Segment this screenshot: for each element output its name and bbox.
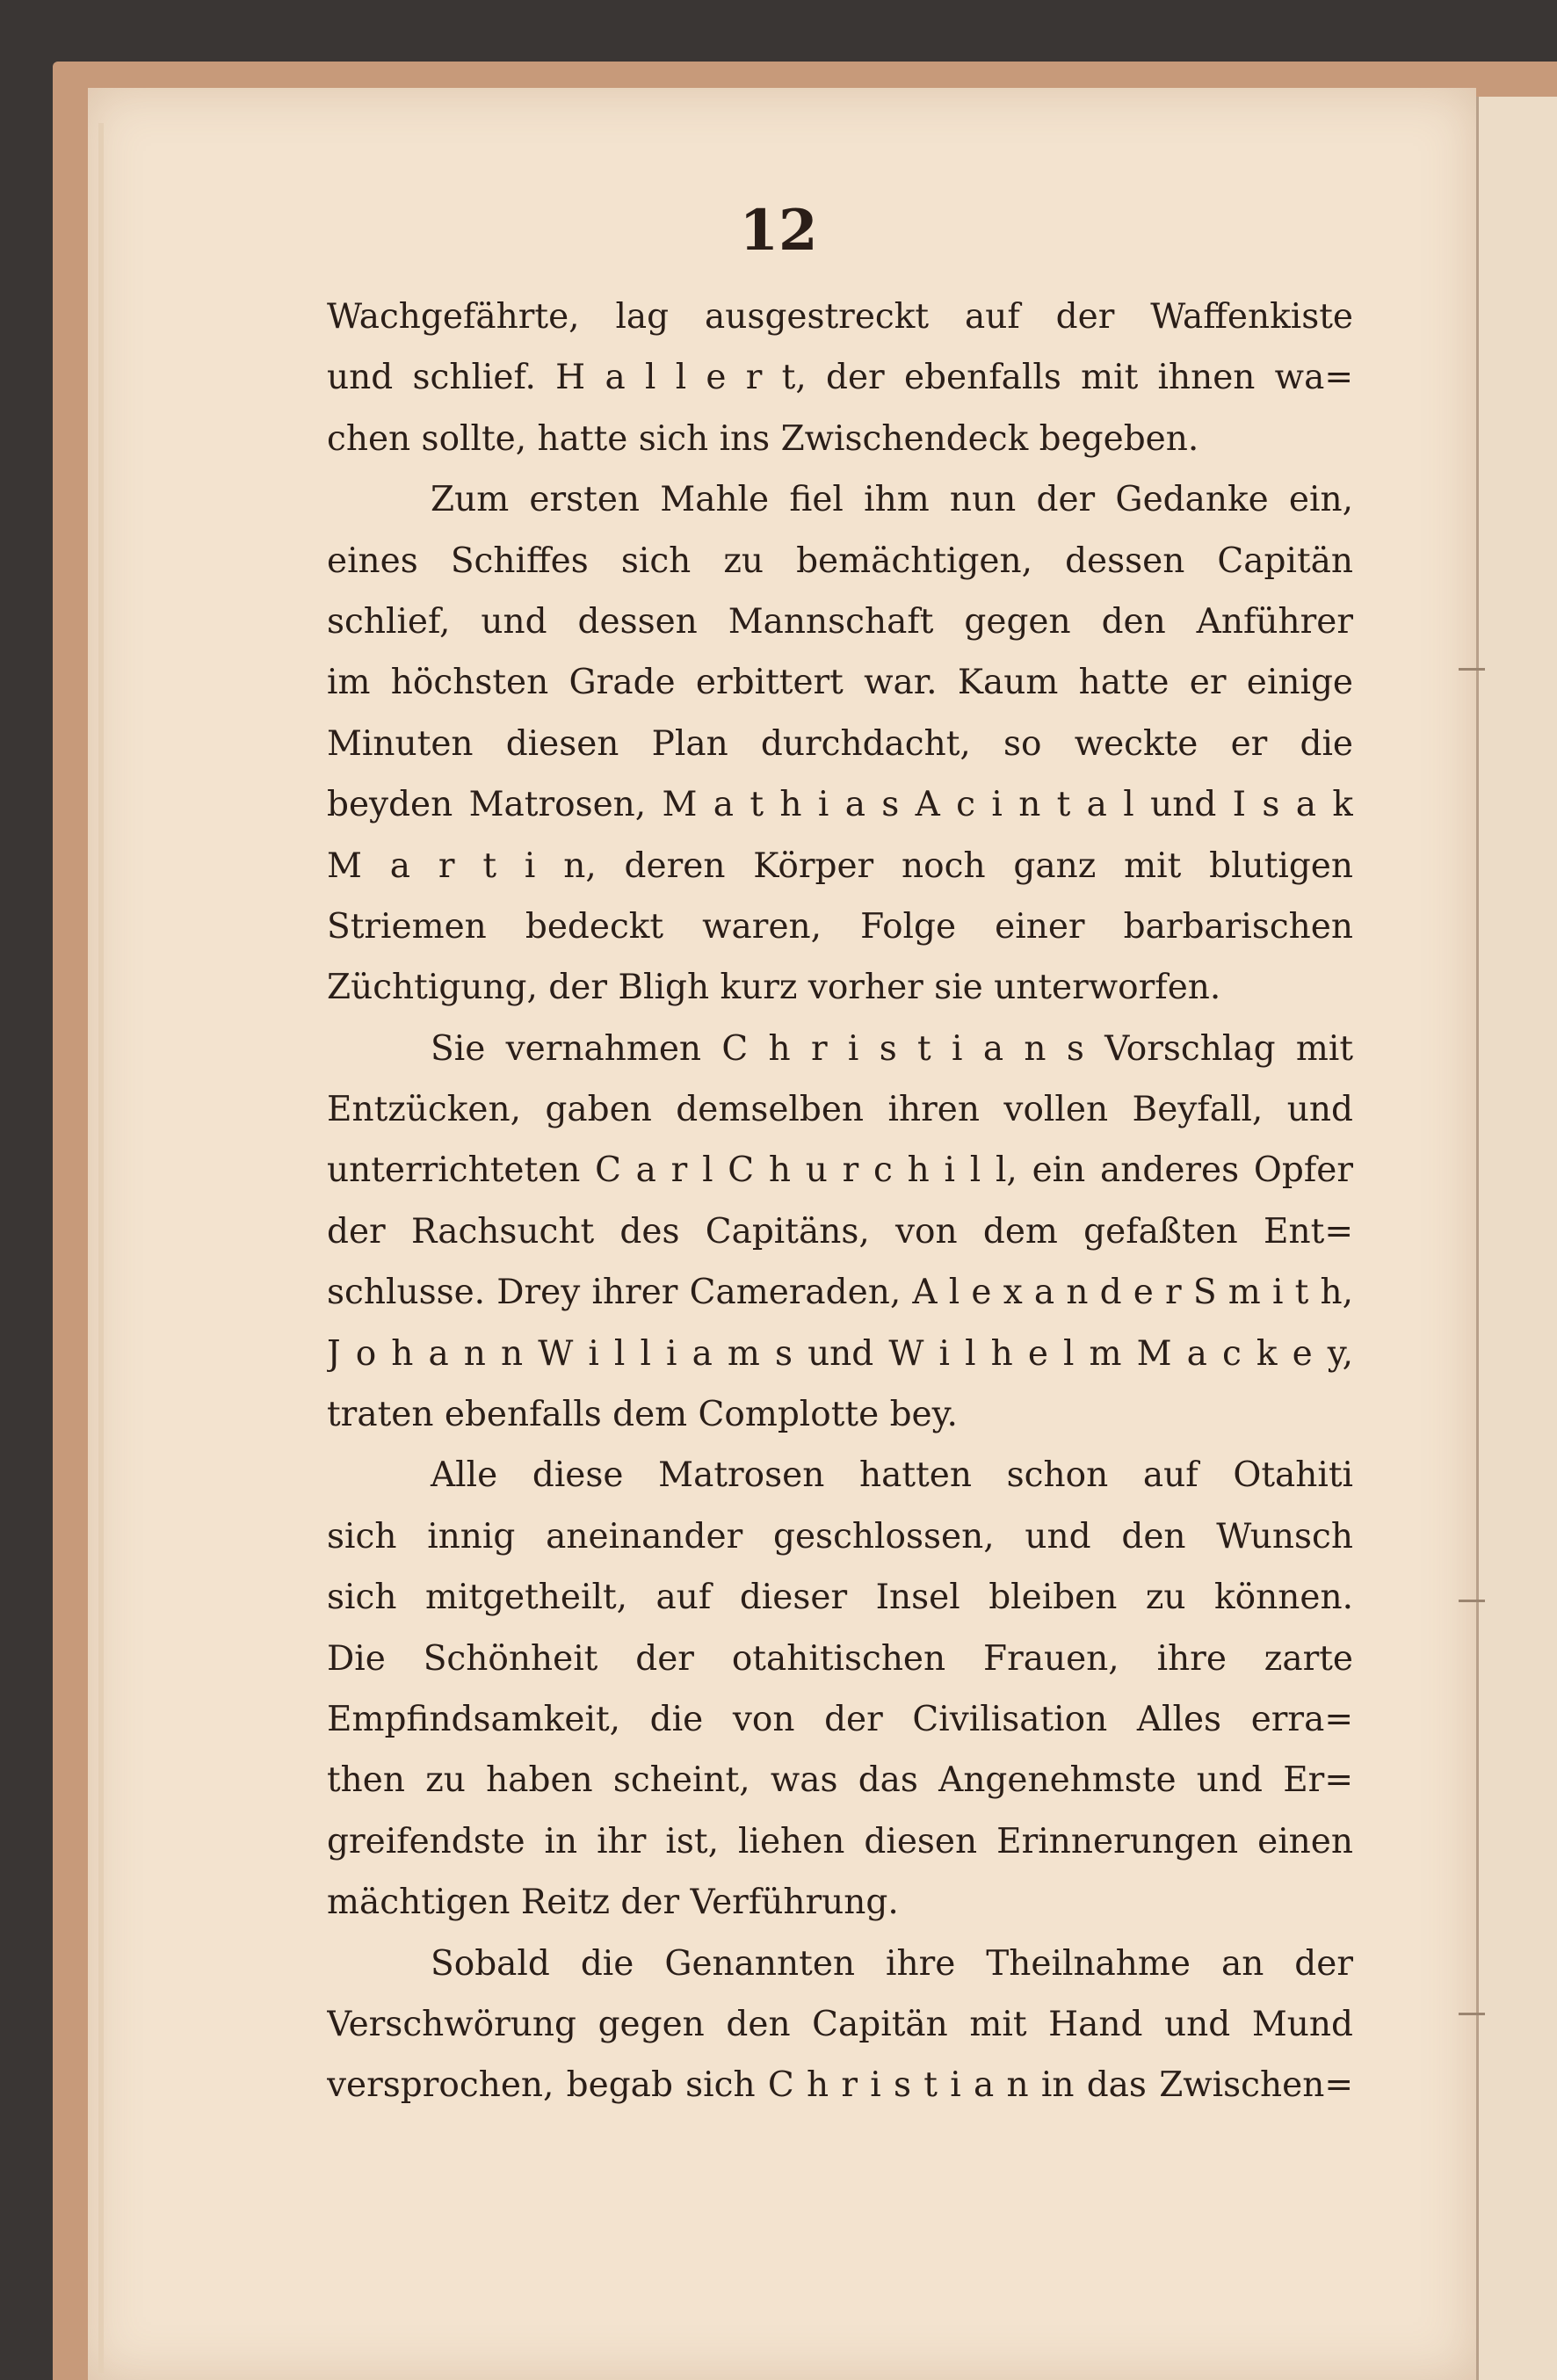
text-line: M a r t i n, deren Körper noch ganz mit blutigen [327,845,1353,886]
text-line: Wachgefährte, lag ausgestreckt auf der Waffenkiste [327,297,1353,337]
text-line: unterrichteten C a r l C h u r c h i l l, ein anderes Opfer [327,1150,1353,1191]
binding-stitch [1459,2013,1485,2015]
text-line: Entzücken, gaben demselben ihren vollen Beyfall, und [327,1090,1353,1130]
text-line: versprochen, begab sich C h r i s t i a n in das Zwischen= [327,2065,1353,2106]
text-line: Zum ersten Mahle fiel ihm nun der Gedanke ein, [431,480,1353,520]
text-line: sich mitgetheilt, auf dieser Insel bleiben zu können. [327,1578,1353,1618]
text-line: Alle diese Matrosen hatten schon auf Otahiti [431,1455,1353,1496]
text-line: then zu haben scheint, was das Angenehmste und Er= [327,1760,1353,1801]
text-line: schlusse. Drey ihrer Cameraden, A l e x a n d e r S m i t h, [327,1273,1353,1313]
binding-stitch [1459,668,1485,671]
text-line: im höchsten Grade erbittert war. Kaum hatte er einige [327,663,1353,703]
text-line: Die Schönheit der otahitischen Frauen, ihre zarte [327,1638,1353,1679]
text-line: mächtigen Reitz der Verführung. [327,1883,899,1923]
text-line: schlief, und dessen Mannschaft gegen den Anführer [327,601,1353,642]
binding-stitch [1459,1600,1485,1602]
text-line: Minuten diesen Plan durchdacht, so weckte er die [327,723,1353,764]
text-line: greifendste in ihr ist, liehen diesen Erinnerungen einen [327,1821,1353,1861]
text-line: traten ebenfalls dem Complotte bey. [327,1395,958,1435]
text-line: J o h a n n W i l l i a m s und W i l h e l m M a c k e y, [327,1333,1353,1374]
text-line: Verschwörung gegen den Capitän mit Hand und Mund [327,2004,1353,2044]
page-number: 12 [739,198,818,264]
body-text [327,287,1353,2116]
facing-page-edge [1476,97,1557,2380]
text-line: sich innig aneinander geschlossen, und den Wunsch [327,1516,1353,1556]
text-line: Sobald die Genannten ihre Theilnahme an der [431,1943,1353,1984]
text-line: Sie vernahmen C h r i s t i a n s Vorschlag mit [431,1028,1353,1069]
text-line: Empfindsamkeit, die von der Civilisation Alles erra= [327,1699,1353,1739]
text-line: Striemen bedeckt waren, Folge einer barbarischen [327,906,1353,947]
text-line: chen sollte, hatte sich ins Zwischendeck begeben. [327,418,1199,459]
text-line: eines Schiffes sich zu bemächtigen, dessen Capitän [327,541,1353,581]
page-gutter-edge [98,123,104,2373]
text-line: beyden Matrosen, M a t h i a s A c i n t a l und I s a k [327,785,1353,825]
text-line: und schlief. H a l l e r t, der ebenfalls mit ihnen wa= [327,358,1353,398]
text-line: der Rachsucht des Capitäns, von dem gefaßten Ent= [327,1211,1353,1252]
text-line: Züchtigung, der Bligh kurz vorher sie unterworfen. [327,968,1221,1008]
